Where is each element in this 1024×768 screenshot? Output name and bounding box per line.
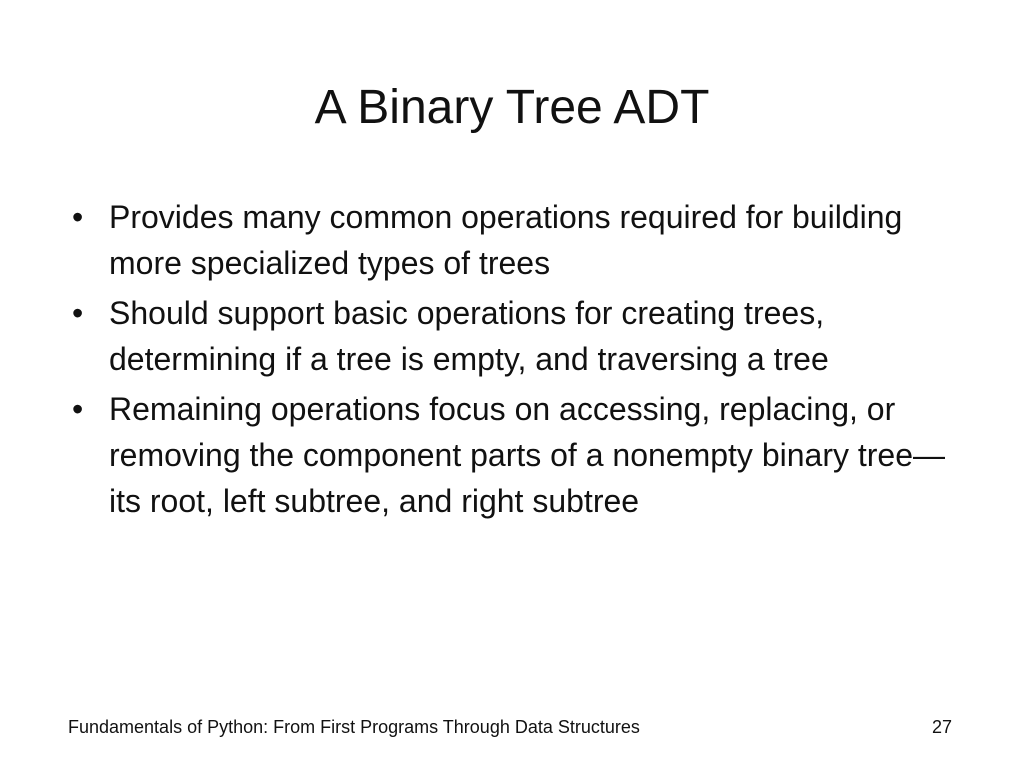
bullet-icon: • (72, 295, 84, 331)
footer-page-number: 27 (931, 717, 952, 737)
bullet-item (68, 386, 968, 524)
bullet-list (68, 194, 968, 528)
footer-book-title: Fundamentals of Python: From First Programs Through Data Structures (68, 717, 640, 737)
bullet-icon: • (72, 391, 84, 427)
bullet-text: Should support basic operations for creating trees, determining if a tree is empty, and traversing a tree (109, 295, 829, 377)
bullet-item (68, 194, 968, 286)
bullet-text: Remaining operations focus on accessing, replacing, or removing the component parts of a nonempty binary tree—its root, left subtree, and right subtree (109, 391, 945, 519)
slide-title: A Binary Tree ADT (314, 81, 710, 134)
bullet-text: Provides many common operations required for building more specialized types of trees (109, 199, 903, 281)
bullet-icon: • (72, 199, 84, 235)
bullet-item (68, 290, 968, 382)
